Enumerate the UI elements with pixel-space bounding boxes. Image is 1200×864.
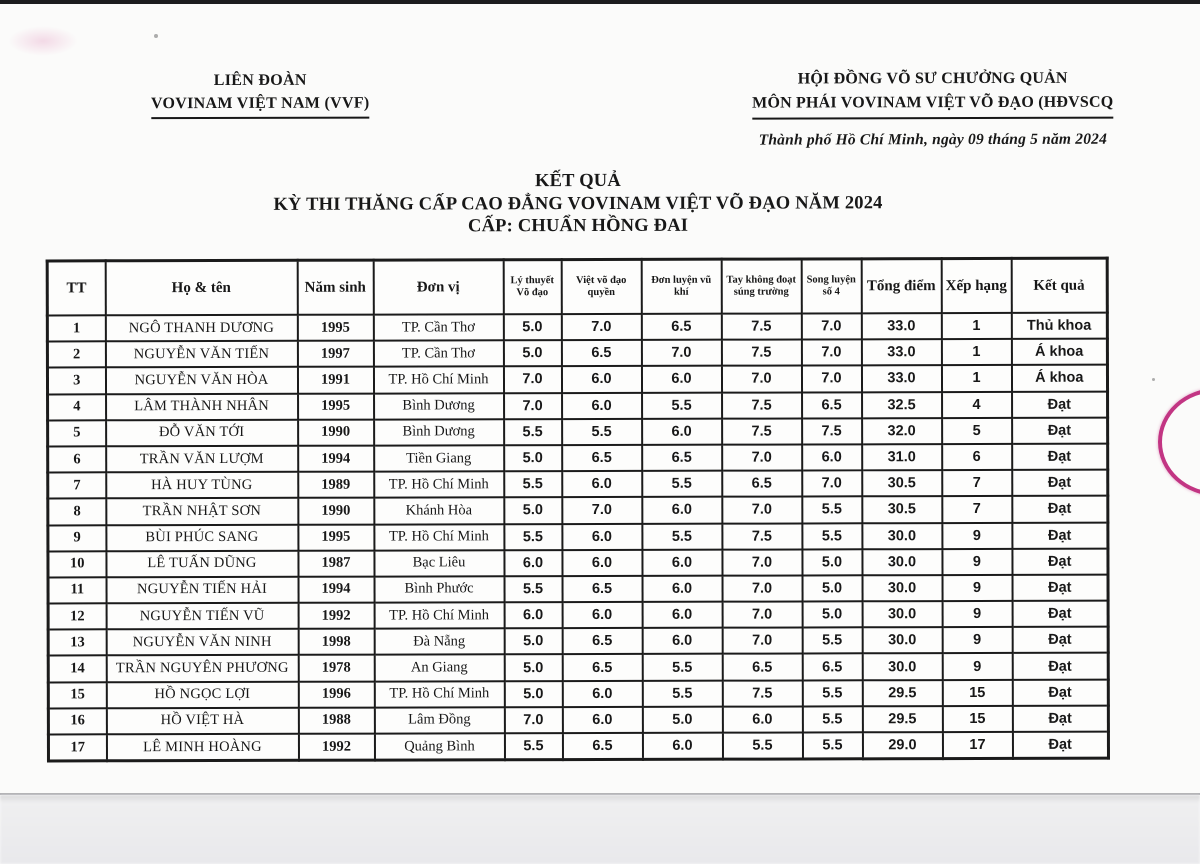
org-right-line2: MÔN PHÁI VOVINAM VIỆT VÕ ĐẠO (HĐVSCQ (752, 91, 1113, 120)
table-cell: ĐỖ VĂN TỚI (106, 420, 298, 447)
table-cell: 1992 (298, 734, 374, 761)
table-cell: NGÔ THANH DƯƠNG (105, 315, 297, 342)
table-row (48, 548, 1108, 577)
table-body (47, 313, 1108, 761)
table-cell: NGUYỄN TIẾN HẢI (106, 577, 298, 604)
table-cell: 5.0 (503, 340, 561, 366)
table-cell: Đạt (1012, 522, 1108, 548)
table-cell: 30.0 (862, 627, 942, 653)
table-cell: 7.0 (722, 628, 802, 654)
table-cell: Bình Phước (374, 576, 504, 603)
table-cell: 7.0 (722, 497, 802, 523)
table-cell: 33.0 (861, 365, 941, 391)
table-cell: 7.0 (802, 470, 862, 496)
table-row (48, 679, 1108, 708)
table-cell: 6.5 (562, 654, 642, 680)
table-cell: 5.0 (802, 549, 862, 575)
table-cell: 33.0 (861, 313, 941, 339)
table-cell: Đạt (1012, 732, 1108, 759)
table-cell: TP. Hồ Chí Minh (374, 681, 504, 708)
table-cell: 7.5 (721, 313, 801, 339)
table-cell: 5.5 (802, 706, 862, 732)
letterhead-left (95, 68, 425, 119)
org-right-line1: HỘI ĐỒNG VÕ SƯ CHƯỞNG QUẢN (797, 69, 1068, 88)
column-header: Xếp hạng (941, 258, 1011, 313)
table-cell: NGUYỄN TIẾN VŨ (106, 603, 298, 630)
table-cell: 5.0 (802, 575, 862, 601)
table-cell: 1994 (298, 446, 374, 472)
table-cell: Khánh Hòa (374, 498, 504, 525)
table-cell: 7.0 (722, 575, 802, 601)
table-cell: 6.0 (642, 733, 722, 760)
table-cell: 2 (47, 341, 105, 367)
table-cell: 6.5 (562, 445, 642, 471)
table-cell: 30.0 (862, 654, 942, 680)
column-header: Song luyện số 4 (801, 259, 861, 314)
table-row (48, 417, 1108, 446)
table-cell: 6.5 (562, 628, 642, 654)
table-cell: 1 (941, 365, 1011, 391)
table-cell: TRẦN NHẬT SƠN (106, 498, 298, 525)
table-cell: 8 (48, 499, 106, 525)
table-cell: 4 (48, 394, 106, 420)
table-cell: Đạt (1012, 653, 1108, 679)
table-cell: 1978 (298, 655, 374, 681)
table-cell: 5.5 (802, 523, 862, 549)
table-cell: 12 (48, 603, 106, 629)
table-cell: 6.0 (562, 550, 642, 576)
table-cell: 9 (942, 653, 1012, 679)
table-cell: 6.5 (641, 314, 721, 340)
table-cell: 5.5 (504, 419, 562, 445)
table-cell: Bình Dương (374, 393, 504, 420)
table-cell: 7.0 (801, 340, 861, 366)
table-cell: 5.0 (503, 314, 561, 340)
table-cell: 30.0 (862, 575, 942, 601)
table-cell: 6.0 (642, 628, 722, 654)
table-cell: 7.0 (562, 497, 642, 523)
table-cell: 5.5 (642, 654, 722, 680)
table-cell: 6.5 (722, 654, 802, 680)
table-cell: 7.0 (722, 602, 802, 628)
table-cell: 7 (942, 470, 1012, 496)
table-cell: 1998 (298, 629, 374, 655)
table-cell: 5.0 (642, 706, 722, 732)
title-line1: KẾT QUẢ (535, 170, 621, 192)
pink-smudge (8, 26, 78, 56)
table-cell: Đạt (1012, 601, 1108, 627)
table-cell: 5 (48, 420, 106, 446)
table-cell: 1990 (298, 419, 374, 445)
org-left-line2: VOVINAM VIỆT NAM (VVF) (151, 92, 370, 120)
photo-top-edge (0, 0, 1200, 4)
table-row (48, 653, 1108, 682)
table-cell: 11 (48, 577, 106, 603)
table-row (48, 444, 1108, 473)
document-title (0, 169, 1155, 240)
table-cell: 9 (942, 601, 1012, 627)
table-cell: 1997 (297, 341, 373, 367)
table-cell: An Giang (374, 655, 504, 682)
table-cell: Đạt (1012, 575, 1108, 601)
column-header: Đơn vị (373, 260, 503, 315)
table-cell: 5.5 (504, 733, 562, 760)
table-cell: 9 (942, 522, 1012, 548)
table-cell: 1987 (298, 550, 374, 576)
table-cell: 5.5 (642, 680, 722, 706)
table-cell: 7 (48, 472, 106, 498)
table-cell: 5.5 (504, 471, 562, 497)
table-cell: 9 (942, 627, 1012, 653)
column-header: Tay không đoạt súng trường (721, 259, 801, 314)
column-header: Kết quả (1011, 258, 1107, 313)
org-left-line1: LIÊN ĐOÀN (213, 71, 307, 90)
table-cell: TP. Hồ Chí Minh (373, 367, 503, 394)
table-cell: 9 (942, 575, 1012, 601)
table-cell: 29.0 (862, 732, 942, 759)
title-line3: CẤP: CHUẨN HỒNG ĐAI (467, 215, 689, 237)
table-cell: 6.0 (562, 602, 642, 628)
table-cell: 5 (942, 418, 1012, 444)
table-cell: 6.0 (562, 707, 642, 733)
table-cell: 1995 (298, 393, 374, 419)
table-cell: Đạt (1012, 496, 1108, 522)
table-row (48, 575, 1108, 604)
table-cell: 7.5 (722, 680, 802, 706)
table-cell: 6.0 (641, 366, 721, 392)
table-cell: 6.0 (562, 523, 642, 549)
table-cell: 30.5 (862, 470, 942, 496)
column-header: TT (47, 261, 105, 316)
table-cell: Đạt (1012, 470, 1108, 496)
table-cell: 6.0 (642, 549, 722, 575)
table-row (47, 365, 1107, 394)
table-cell: 15 (942, 680, 1012, 706)
table-cell: Đạt (1012, 417, 1108, 443)
table-cell: NGUYỄN VĂN TIẾN (105, 341, 297, 368)
table-cell: 1995 (298, 524, 374, 550)
table-cell: 10 (48, 551, 106, 577)
dateline: Thành phố Hồ Chí Minh, ngày 09 tháng 5 năm 2024 (758, 130, 1108, 149)
table-cell: 30.0 (862, 549, 942, 575)
table-cell: 1 (47, 315, 105, 341)
table-cell: 7.5 (802, 418, 862, 444)
table-cell: 6.0 (562, 471, 642, 497)
table-cell: 6.0 (504, 602, 562, 628)
table-cell: 5.5 (802, 628, 862, 654)
table-row (48, 601, 1108, 630)
table-cell: 1989 (298, 472, 374, 498)
table-row (48, 496, 1108, 525)
table-cell: LÂM THÀNH NHÂN (106, 393, 298, 420)
table-cell: 7.5 (721, 340, 801, 366)
column-header: Việt võ đạo quyền (561, 259, 641, 314)
table-cell: HÀ HUY TÙNG (106, 472, 298, 499)
table-cell: 7.0 (722, 444, 802, 470)
table-cell: 7.0 (503, 366, 561, 392)
dust-speck (1152, 378, 1155, 381)
table-cell: 6.5 (802, 654, 862, 680)
table-cell: 6.0 (562, 681, 642, 707)
table-cell: 1 (941, 313, 1011, 339)
table-cell: 5.0 (504, 655, 562, 681)
table-cell: 7.5 (722, 392, 802, 418)
pink-pen-mark (1158, 388, 1200, 496)
table-cell: NGUYỄN VĂN HÒA (105, 367, 297, 394)
table-cell: 5.5 (722, 732, 802, 759)
table-cell: 6.0 (562, 392, 642, 418)
table-cell: 30.0 (862, 601, 942, 627)
table-cell: 31.0 (862, 444, 942, 470)
table-cell: 5.0 (504, 445, 562, 471)
table-cell: Thủ khoa (1011, 313, 1107, 339)
table-cell: Đạt (1012, 444, 1108, 470)
table-cell: 6 (48, 446, 106, 472)
table-row (48, 391, 1108, 420)
table-cell: 5.5 (642, 471, 722, 497)
table-cell: 7.0 (641, 340, 721, 366)
table-row (48, 522, 1108, 551)
table-cell: 7.5 (722, 418, 802, 444)
table-cell: 5.5 (802, 732, 862, 759)
table-cell: 5.5 (504, 524, 562, 550)
table-cell: 7.0 (722, 549, 802, 575)
table-cell: 9 (48, 525, 106, 551)
table-cell: 6.5 (562, 733, 642, 760)
table-row (48, 627, 1108, 656)
table-cell: 17 (48, 734, 106, 761)
table-cell: 5.5 (802, 680, 862, 706)
table-cell: 6.0 (642, 418, 722, 444)
table-cell: 5.0 (504, 628, 562, 654)
table-cell: 1992 (298, 603, 374, 629)
table-cell: 1996 (298, 681, 374, 707)
table-cell: 30.5 (862, 496, 942, 522)
table-cell: 1988 (298, 707, 374, 733)
table-cell: Đà Nẵng (374, 629, 504, 656)
column-header: Họ & tên (105, 260, 297, 315)
table-cell: Đạt (1012, 705, 1108, 731)
table-cell: 15 (48, 682, 106, 708)
table-cell: 16 (48, 708, 106, 734)
table-cell: 6.5 (722, 471, 802, 497)
table-row (47, 313, 1107, 342)
table-cell: 14 (48, 656, 106, 682)
table-cell: 6.0 (642, 576, 722, 602)
table-cell: 1 (941, 339, 1011, 365)
table-cell: 7.0 (561, 314, 641, 340)
table-cell: 32.0 (862, 418, 942, 444)
table-cell: 7.0 (721, 366, 801, 392)
table-cell: 6.5 (562, 576, 642, 602)
table-cell: 5.0 (504, 497, 562, 523)
title-line2: KỲ THI THĂNG CẤP CAO ĐẲNG VOVINAM VIỆT VÕ ĐẠO NĂM 2024 (273, 192, 883, 215)
table-cell: 6.0 (561, 366, 641, 392)
table-cell: Đạt (1012, 391, 1108, 417)
table-cell: TP. Hồ Chí Minh (374, 602, 504, 629)
table-cell: HỒ NGỌC LỢI (106, 681, 298, 708)
column-header: Tổng điểm (861, 259, 941, 314)
table-cell: 6.5 (561, 340, 641, 366)
table-cell: 7.0 (504, 393, 562, 419)
column-header: Đơn luyện vũ khí (641, 259, 721, 314)
table-cell: NGUYỄN VĂN NINH (106, 629, 298, 656)
results-table (46, 257, 1110, 763)
table-row (47, 339, 1107, 368)
table-cell: Á khoa (1011, 365, 1107, 391)
table-cell: Bình Dương (374, 419, 504, 446)
table-cell: Bạc Liêu (374, 550, 504, 577)
table-cell: BÙI PHÚC SANG (106, 524, 298, 551)
dust-speck (154, 34, 158, 38)
table-header-row (47, 258, 1107, 315)
table-cell: TRẦN NGUYÊN PHƯƠNG (106, 655, 298, 682)
table-cell: 1994 (298, 576, 374, 602)
table-cell: 6 (942, 444, 1012, 470)
table-row (48, 470, 1108, 499)
column-header: Lý thuyết Võ đạo (503, 260, 561, 315)
table-cell: TRẦN VĂN LƯỢM (106, 446, 298, 473)
table-cell: TP. Hồ Chí Minh (374, 524, 504, 551)
table-cell: 15 (942, 706, 1012, 732)
table-cell: TP. Hồ Chí Minh (374, 471, 504, 498)
table-cell: 1991 (297, 367, 373, 393)
table-cell: 5.0 (802, 601, 862, 627)
table-row (48, 732, 1108, 761)
table-cell: 13 (48, 630, 106, 656)
table-cell: 5.5 (642, 523, 722, 549)
table-cell: 30.0 (862, 523, 942, 549)
table-cell: TP. Cần Thơ (373, 314, 503, 341)
table-cell: 3 (47, 368, 105, 394)
table-cell: 32.5 (862, 392, 942, 418)
table-cell: 6.5 (642, 445, 722, 471)
table-cell: 4 (942, 391, 1012, 417)
table-cell: 6.0 (802, 444, 862, 470)
table-cell: Đạt (1012, 627, 1108, 653)
table-cell: 17 (942, 732, 1012, 759)
table-cell: 29.5 (862, 680, 942, 706)
table-cell: Đạt (1012, 548, 1108, 574)
table-row (48, 705, 1108, 734)
table-cell: 29.5 (862, 706, 942, 732)
table-cell: TP. Cần Thơ (373, 340, 503, 367)
photo-background-bottom (0, 795, 1200, 864)
table-cell: 5.5 (504, 576, 562, 602)
table-cell: 5.5 (802, 497, 862, 523)
table-cell: 6.0 (504, 550, 562, 576)
table-cell: 7.0 (801, 313, 861, 339)
table-cell: Tiền Giang (374, 445, 504, 472)
table-cell: 1995 (297, 315, 373, 341)
table-cell: 1990 (298, 498, 374, 524)
table-cell: 7.5 (722, 523, 802, 549)
column-header: Năm sinh (297, 260, 373, 315)
table-cell: 6.5 (802, 392, 862, 418)
table-cell: Quảng Bình (374, 733, 504, 760)
table-cell: LÊ TUẤN DŨNG (106, 550, 298, 577)
table-cell: 5.5 (562, 419, 642, 445)
table-cell: 7.0 (504, 707, 562, 733)
table-cell: 6.0 (722, 706, 802, 732)
table-cell: LÊ MINH HOÀNG (106, 734, 298, 761)
table-cell: 6.0 (642, 602, 722, 628)
letterhead-right (660, 66, 1200, 152)
table-cell: Á khoa (1011, 339, 1107, 365)
table-cell: HỒ VIỆT HÀ (106, 708, 298, 735)
table-cell: 7.0 (801, 366, 861, 392)
table-cell: 7 (942, 496, 1012, 522)
table-cell: Lâm Đồng (374, 707, 504, 734)
table-cell: 5.0 (504, 681, 562, 707)
table-cell: 6.0 (642, 497, 722, 523)
table-cell: 33.0 (861, 339, 941, 365)
table-cell: 5.5 (642, 392, 722, 418)
table-cell: 9 (942, 549, 1012, 575)
table-cell: Đạt (1012, 679, 1108, 705)
